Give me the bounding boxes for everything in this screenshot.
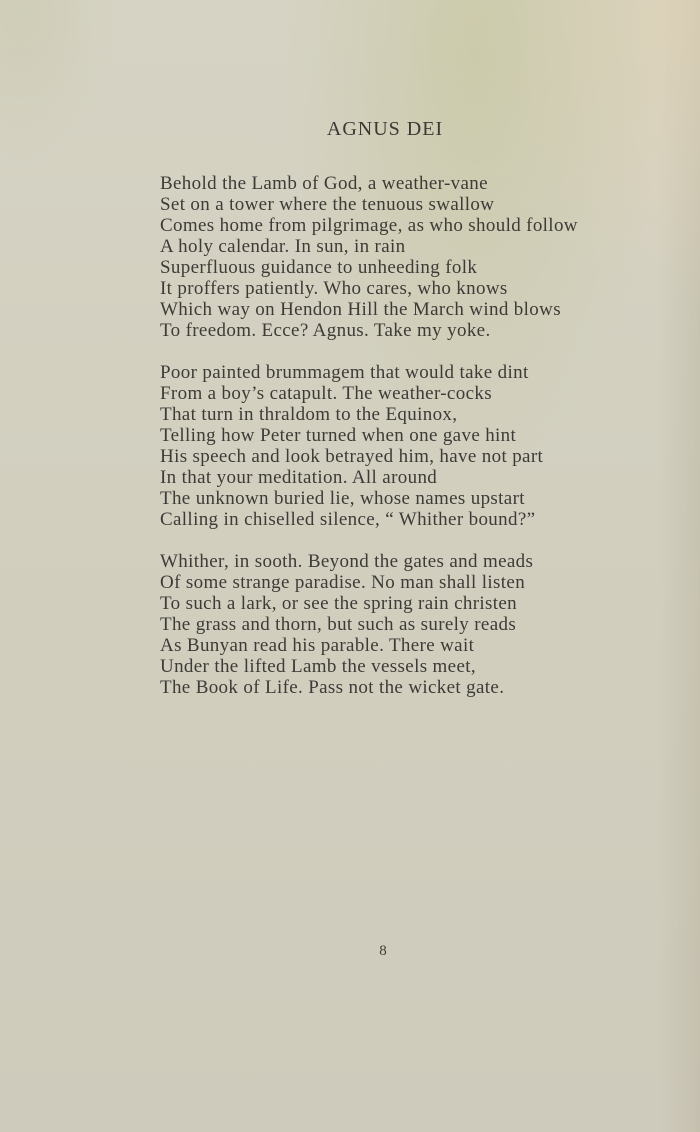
poem-line: The unknown buried lie, whose names upstart: [160, 488, 525, 509]
poem-line: The Book of Life. Pass not the wicket gate.: [160, 677, 505, 698]
poem-line: Set on a tower where the tenuous swallow: [160, 194, 495, 215]
stanza-1: [160, 173, 680, 341]
poem-line: That turn in thraldom to the Equinox,: [160, 404, 458, 425]
poem-body: [160, 173, 680, 719]
stanza-2: [160, 362, 680, 530]
poem-line: Calling in chiselled silence, “ Whither bound?”: [160, 509, 536, 530]
poem-line: Whither, in sooth. Beyond the gates and meads: [160, 551, 534, 572]
poem-line: In that your meditation. All around: [160, 467, 438, 488]
poem-line: As Bunyan read his parable. There wait: [160, 635, 475, 656]
page-number: 8: [379, 943, 387, 959]
poem-line: Telling how Peter turned when one gave hint: [160, 425, 517, 446]
poem-line: Poor painted brummagem that would take dint: [160, 362, 529, 383]
poem-line: Of some strange paradise. No man shall listen: [160, 572, 526, 593]
poem-line: Behold the Lamb of God, a weather-vane: [160, 173, 488, 194]
poem-line: Which way on Hendon Hill the March wind blows: [160, 299, 561, 320]
poem-line: From a boy’s catapult. The weather-cocks: [160, 383, 492, 404]
poem-line: A holy calendar. In sun, in rain: [160, 236, 406, 257]
poem-line: Comes home from pilgrimage, as who should follow: [160, 215, 578, 236]
poem-line: Under the lifted Lamb the vessels meet,: [160, 656, 476, 677]
poem-line: It proffers patiently. Who cares, who knows: [160, 278, 508, 299]
poem-line: Superfluous guidance to unheeding folk: [160, 257, 478, 278]
poem-line: To such a lark, or see the spring rain christen: [160, 593, 518, 614]
poem-line: To freedom. Ecce? Agnus. Take my yoke.: [160, 320, 491, 341]
stanza-3: [160, 551, 680, 698]
poem-line: His speech and look betrayed him, have not part: [160, 446, 544, 467]
poem-line: The grass and thorn, but such as surely reads: [160, 614, 517, 635]
poem-title: AGNUS DEI: [326, 118, 444, 140]
